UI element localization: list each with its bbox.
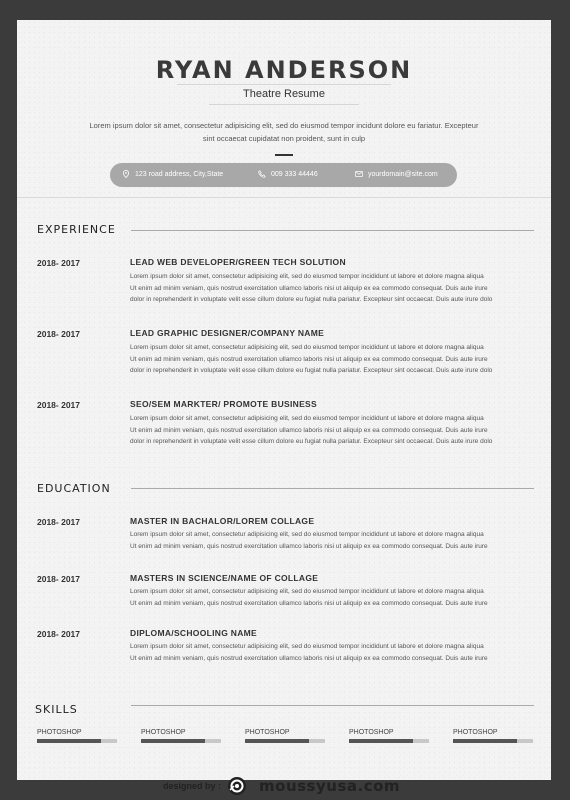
entry-title: DIPLOMA/SCHOOLING NAME	[130, 628, 258, 638]
phone-icon	[258, 170, 266, 178]
entry-year: 2018- 2017	[37, 400, 81, 410]
entry-title: LEAD GRAPHIC DESIGNER/COMPANY NAME	[130, 328, 325, 338]
entry-year: 2018- 2017	[37, 258, 81, 268]
skill-bar	[245, 739, 325, 743]
mail-icon	[355, 170, 363, 178]
skill-item	[453, 729, 533, 743]
skill-label: PHOTOSHOP	[141, 729, 186, 736]
skill-level-fill	[37, 739, 101, 743]
skill-bar	[37, 739, 117, 743]
education-heading: EDUCATION	[37, 482, 111, 495]
entry-line: Ut enim ad minim veniam, quis nostrud exercitation ullamco laboris nisi ut aliquip ex ea commodo consequat. Duis aute irure	[130, 355, 488, 363]
contact-phone-text: 009 333 44446	[271, 170, 318, 178]
entry-line: dolor in reprehenderit in voluptate velit esse cillum dolore eu fugiat nulla pariatur. Excepteur sint occaecat. Duis aute irure dolo	[130, 367, 493, 374]
header-divider	[17, 197, 551, 198]
designed-by-label: designed by :	[163, 781, 222, 791]
subtitle-divider	[209, 104, 359, 105]
skill-level-fill	[141, 739, 205, 743]
entry-year: 2018- 2017	[37, 517, 81, 527]
skill-bar	[349, 739, 429, 743]
contact-address-text: 123 road address, City,State	[135, 170, 224, 178]
entry-description	[130, 342, 534, 377]
contact-email-text: yourdomain@site.com	[368, 170, 438, 178]
entry-line: Lorem ipsum dolor sit amet, consectetur adipisicing elit, sed do eiusmod tempor incididunt ut labore et dolore magna aliqua	[130, 643, 484, 650]
entry-title: MASTERS IN SCIENCE/NAME OF COLLAGE	[130, 573, 319, 583]
footer-brand-link[interactable]: moussyusa.com	[259, 777, 401, 795]
moussyusa-logo-icon	[227, 776, 247, 796]
name-divider	[177, 84, 391, 85]
skill-item	[349, 729, 429, 743]
entry-title: SEO/SEM MARKTER/ PROMOTE BUSINESS	[130, 399, 318, 409]
resume-subtitle: Theatre Resume	[243, 88, 325, 100]
experience-heading: EXPERIENCE	[37, 223, 116, 236]
skills-line	[131, 705, 534, 706]
entry-description	[130, 529, 534, 552]
entry-description	[130, 413, 534, 448]
skill-label: PHOTOSHOP	[37, 729, 82, 736]
entry-line: Lorem ipsum dolor sit amet, consectetur adipisicing elit, sed do eiusmod tempor incididunt ut labore et dolore magna aliqua	[130, 415, 484, 422]
contact-phone	[258, 170, 318, 178]
skill-level-fill	[245, 739, 309, 743]
entry-line: Ut enim ad minim veniam, quis nostrud exercitation ullamco laboris nisi ut aliquip ex ea commodo consequat. Duis aute irure	[130, 426, 488, 434]
entry-line: Lorem ipsum dolor sit amet, consectetur adipisicing elit, sed do eiusmod tempor incididunt ut labore et dolore magna aliqua	[130, 531, 484, 538]
entry-description	[130, 641, 534, 664]
skill-level-fill	[349, 739, 413, 743]
entry-line: Lorem ipsum dolor sit amet, consectetur adipisicing elit, sed do eiusmod tempor incididunt ut labore et dolore magna aliqua	[130, 273, 484, 280]
contact-address	[122, 170, 223, 178]
intro-dash	[275, 154, 293, 156]
contact-email	[355, 170, 438, 178]
entry-year: 2018- 2017	[37, 329, 81, 339]
entry-title: LEAD WEB DEVELOPER/GREEN TECH SOLUTION	[130, 257, 346, 267]
entry-year: 2018- 2017	[37, 574, 81, 584]
entry-line: Lorem ipsum dolor sit amet, consectetur adipisicing elit, sed do eiusmod tempor incididunt ut labore et dolore magna aliqua	[130, 588, 484, 595]
entry-line: Ut enim ad minim veniam, quis nostrud exercitation ullamco laboris nisi ut aliquip ex ea commodo consequat. Duis aute irure	[130, 599, 488, 607]
entry-line: Lorem ipsum dolor sit amet, consectetur adipisicing elit, sed do eiusmod tempor incididunt ut labore et dolore magna aliqua	[130, 344, 484, 351]
location-pin-icon	[122, 170, 130, 178]
entry-line: Ut enim ad minim veniam, quis nostrud exercitation ullamco laboris nisi ut aliquip ex ea commodo consequat. Duis aute irure	[130, 284, 488, 292]
intro-text	[65, 119, 503, 145]
resume-sheet	[17, 20, 551, 795]
skill-item	[37, 729, 117, 743]
skill-label: PHOTOSHOP	[453, 729, 498, 736]
entry-line: dolor in reprehenderit in voluptate velit esse cillum dolore eu fugiat nulla pariatur. Excepteur sint occaecat. Duis aute irure dolo	[130, 296, 493, 303]
experience-line	[131, 230, 534, 231]
skill-label: PHOTOSHOP	[245, 729, 290, 736]
skill-level-fill	[453, 739, 517, 743]
entry-description	[130, 586, 534, 609]
entry-description	[130, 271, 534, 306]
skills-heading: SKILLS	[35, 703, 78, 716]
skill-item	[245, 729, 325, 743]
entry-line: dolor in reprehenderit in voluptate velit esse cillum dolore eu fugiat nulla pariatur. Excepteur sint occaecat. Duis aute irure dolo	[130, 438, 493, 445]
intro-line-2: sint occaecat cupidatat non proident, sunt in culp	[202, 134, 366, 143]
education-line	[131, 488, 534, 489]
entry-title: MASTER IN BACHALOR/LOREM COLLAGE	[130, 516, 315, 526]
skill-bar	[141, 739, 221, 743]
entry-year: 2018- 2017	[37, 629, 81, 639]
resume-name: RYAN ANDERSON	[155, 56, 413, 84]
skill-item	[141, 729, 221, 743]
intro-line-1: Lorem ipsum dolor sit amet, consectetur adipisicing elit, sed do eiusmod tempor incidunt dolore eu fariatur. Excepteur	[89, 121, 479, 130]
footer-credit	[163, 776, 400, 796]
skill-label: PHOTOSHOP	[349, 729, 394, 736]
entry-line: Ut enim ad minim veniam, quis nostrud exercitation ullamco laboris nisi ut aliquip ex ea commodo consequat. Duis aute irure	[130, 542, 488, 550]
entry-line: Ut enim ad minim veniam, quis nostrud exercitation ullamco laboris nisi ut aliquip ex ea commodo consequat. Duis aute irure	[130, 654, 488, 662]
contact-bar	[110, 163, 457, 187]
skill-bar	[453, 739, 533, 743]
